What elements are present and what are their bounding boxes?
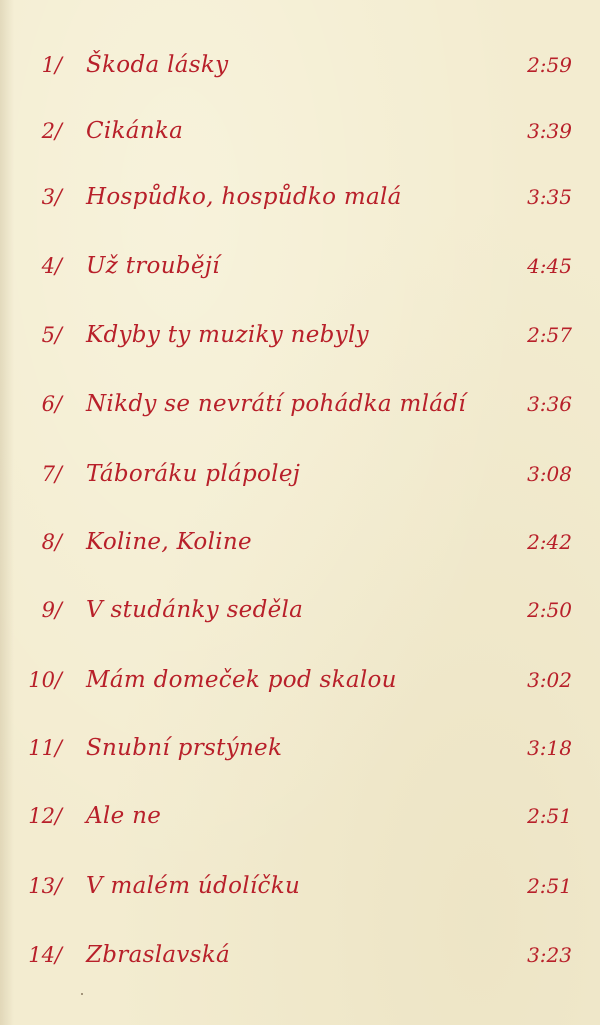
track-duration: 2:59 [527, 53, 572, 77]
track-number: 7/ [41, 462, 62, 486]
track-row [0, 522, 600, 562]
track-duration: 3:18 [527, 736, 572, 760]
track-row [0, 935, 600, 975]
track-duration: 3:35 [527, 185, 572, 209]
track-row [0, 384, 600, 424]
track-row [0, 111, 600, 151]
track-title: Snubní prstýnek [86, 735, 283, 761]
track-duration: 3:02 [527, 668, 572, 692]
track-duration: 2:51 [527, 804, 572, 828]
track-title: Ale ne [86, 803, 162, 829]
track-title: Hospůdko, hospůdko malá [86, 184, 402, 210]
track-number: 2/ [41, 119, 62, 143]
track-number: 13/ [28, 874, 62, 898]
track-title: Cikánka [86, 118, 184, 144]
track-number: 1/ [41, 53, 62, 77]
track-row [0, 45, 600, 85]
track-duration: 2:50 [527, 598, 572, 622]
track-number: 6/ [41, 392, 62, 416]
track-row [0, 177, 600, 217]
track-title: Škoda lásky [86, 52, 229, 78]
track-duration: 2:42 [527, 530, 572, 554]
track-row [0, 590, 600, 630]
track-row [0, 246, 600, 286]
paper-speck [81, 993, 83, 995]
track-row [0, 796, 600, 836]
track-number: 10/ [28, 668, 62, 692]
track-title: V malém údolíčku [86, 873, 301, 899]
track-duration: 2:51 [527, 874, 572, 898]
track-duration: 4:45 [527, 254, 572, 278]
track-number: 5/ [41, 323, 62, 347]
track-number: 9/ [41, 598, 62, 622]
track-duration: 2:57 [527, 323, 572, 347]
track-number: 14/ [28, 943, 62, 967]
track-duration: 3:36 [527, 392, 572, 416]
track-title: Koline, Koline [86, 529, 252, 555]
track-row [0, 728, 600, 768]
track-duration: 3:39 [527, 119, 572, 143]
track-title: Mám domeček pod skalou [86, 667, 397, 693]
track-number: 4/ [41, 254, 62, 278]
track-title: Nikdy se nevrátí pohádka mládí [86, 391, 466, 417]
track-number: 12/ [28, 804, 62, 828]
track-row [0, 454, 600, 494]
track-title: Táboráku plápolej [86, 461, 301, 487]
track-number: 3/ [41, 185, 62, 209]
track-duration: 3:08 [527, 462, 572, 486]
track-number: 11/ [28, 736, 62, 760]
track-row [0, 315, 600, 355]
track-number: 8/ [41, 530, 62, 554]
track-title: Kdyby ty muziky nebyly [86, 322, 369, 348]
track-duration: 3:23 [527, 943, 572, 967]
track-title: Už troubějí [86, 253, 220, 279]
track-row [0, 660, 600, 700]
track-row [0, 866, 600, 906]
track-title: V studánky seděla [86, 597, 304, 623]
track-title: Zbraslavská [86, 942, 231, 968]
